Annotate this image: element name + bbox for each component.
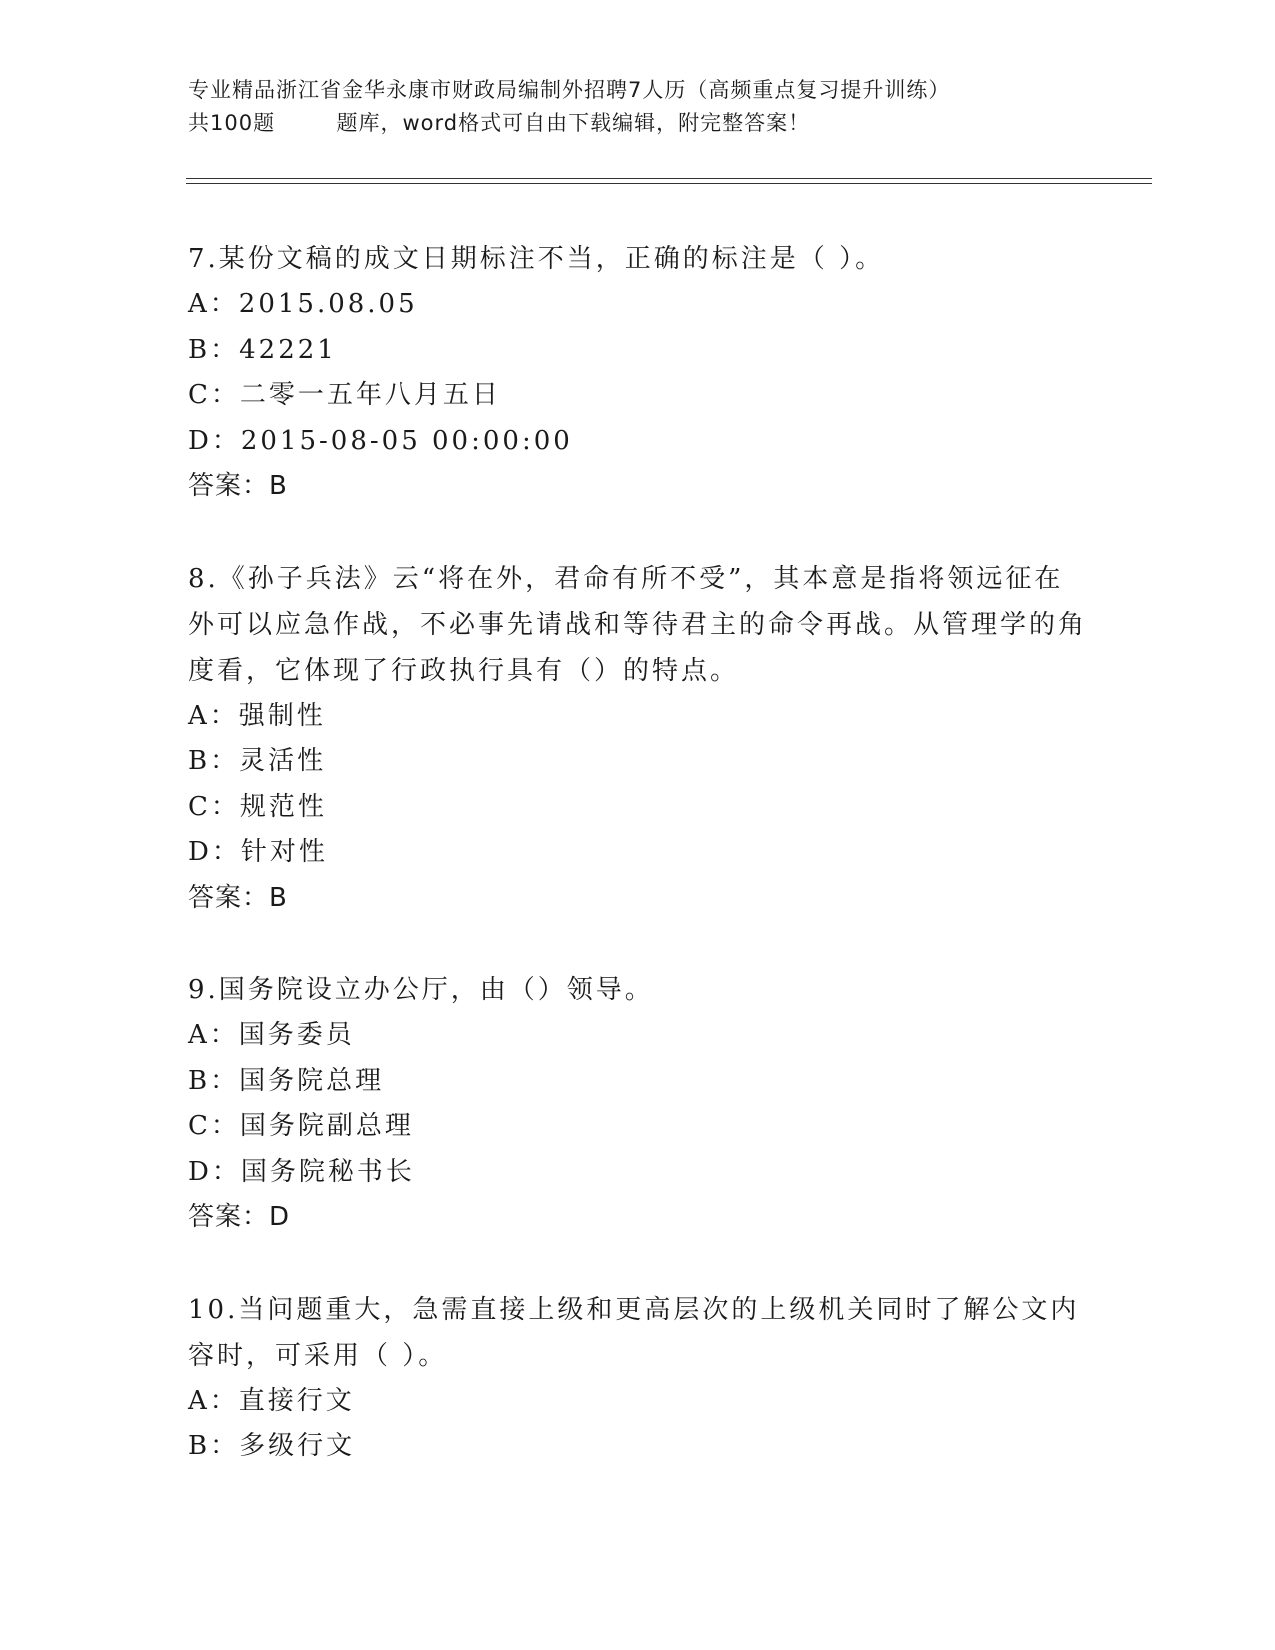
question-list — [188, 236, 1088, 1516]
option-b: B：国务院总理 — [188, 1065, 385, 1096]
option-a: A：国务委员 — [188, 1020, 355, 1050]
option-c: C：国务院副总理 — [188, 1111, 414, 1141]
header-divider-top — [186, 178, 1152, 179]
document-header — [188, 74, 1088, 140]
question-7 — [188, 236, 1088, 510]
answer: 答案：B — [188, 471, 288, 501]
question-stem: 7.某份文稿的成文日期标注不当，正确的标注是（ ）。 — [188, 244, 885, 274]
option-a: A：强制性 — [188, 700, 326, 731]
question-stem: 8.《孙子兵法》云“将在外，君命有所不受”，其本意是指将领远征在外可以应急作战，不必事先请战和等待君主的命令再战。从管理学的角度看，它体现了行政执行具有（）的特点。 — [188, 563, 1088, 686]
option-b: B：42221 — [188, 334, 337, 365]
option-d: D：国务院秘书长 — [188, 1156, 415, 1187]
question-stem: 10.当问题重大，急需直接上级和更高层次的上级机关同时了解公文内容时，可采用（ ）。 — [188, 1294, 1080, 1371]
header-title-line2: 共100题 题库，word格式可自由下载编辑，附完整答案！ — [188, 111, 811, 135]
option-c: C：规范性 — [188, 791, 327, 822]
question-9 — [188, 967, 1088, 1241]
option-b: B：多级行文 — [188, 1431, 356, 1461]
question-8 — [188, 556, 1088, 922]
option-a: A：2015.08.05 — [188, 289, 418, 319]
question-10 — [188, 1287, 1088, 1470]
answer: 答案：B — [188, 882, 288, 913]
header-title-line1: 专业精品浙江省金华永康市财政局编制外招聘7人历（高频重点复习提升训练） — [188, 78, 951, 102]
question-stem: 9.国务院设立办公厅，由（）领导。 — [188, 975, 654, 1005]
option-c: C：二零一五年八月五日 — [188, 380, 501, 410]
option-d: D：2015-08-05 00:00:00 — [188, 425, 573, 456]
answer: 答案：D — [188, 1202, 291, 1232]
option-b: B：灵活性 — [188, 746, 327, 776]
option-d: D：针对性 — [188, 837, 328, 867]
header-divider-bottom — [186, 183, 1152, 184]
option-a: A：直接行文 — [188, 1385, 355, 1416]
